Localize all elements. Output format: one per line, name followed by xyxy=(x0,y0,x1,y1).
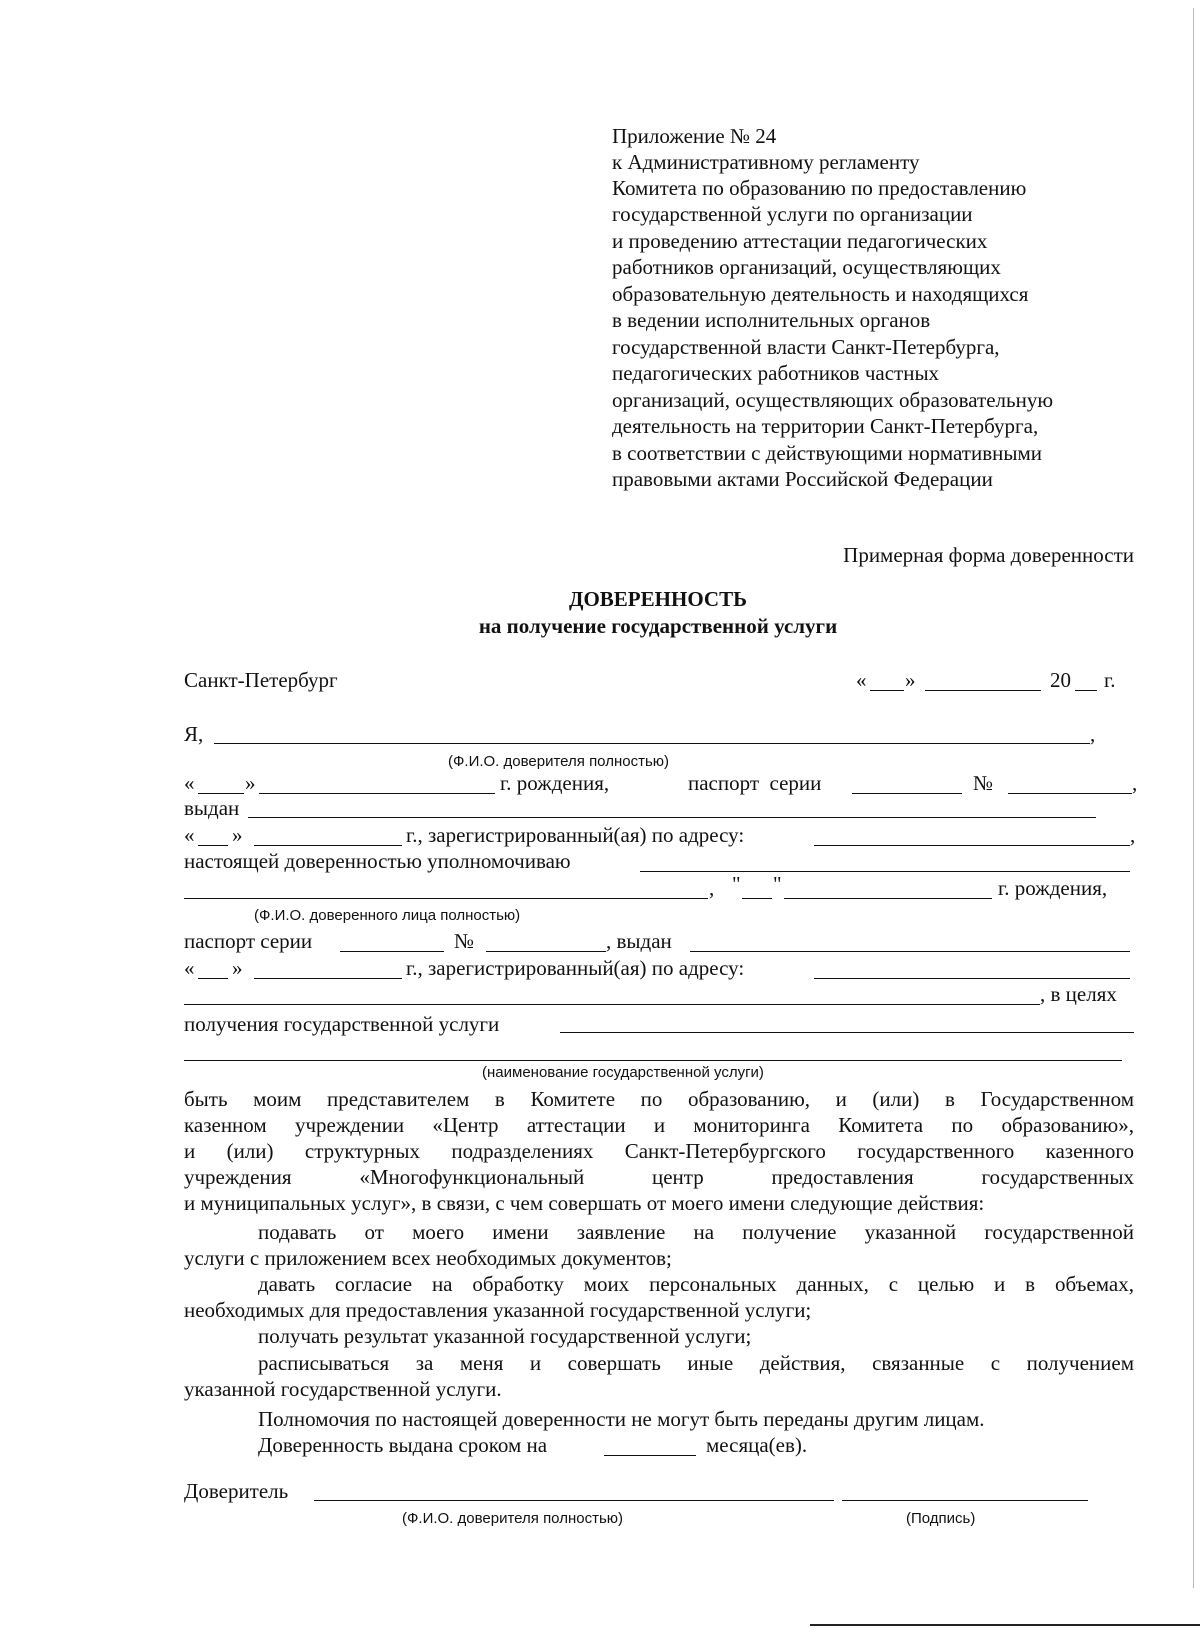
scan-edge-line xyxy=(1193,8,1194,1588)
in-order-label: , в целях xyxy=(1040,982,1117,1006)
appendix-line: работников организаций, осуществляющих xyxy=(612,255,1001,279)
agent-issue-month-year-field[interactable] xyxy=(254,978,402,979)
birth-label: г. рождения, xyxy=(500,771,610,795)
appendix-line: Приложение № 24 xyxy=(612,124,777,148)
registered-label: г., зарегистрированный(ая) по адресу: xyxy=(406,823,745,847)
agent-name-field-1[interactable] xyxy=(640,871,1130,872)
issue-month-year-field[interactable] xyxy=(254,845,402,846)
appendix-line: государственной услуги по организации xyxy=(612,202,973,226)
signature-fio-hint: (Ф.И.О. доверителя полностью) xyxy=(402,1510,624,1527)
signature-fio-field[interactable] xyxy=(314,1500,834,1501)
comma: , xyxy=(1132,771,1138,795)
agent-passport-number-field[interactable] xyxy=(486,951,606,952)
document-subtitle: на получение государственной услуги xyxy=(478,614,838,638)
body-line: казенном учреждении «Центр аттестации и мониторинга Комитета по образованию», xyxy=(184,1113,1134,1137)
birth-quote-close: » xyxy=(245,771,256,795)
date-year-blank[interactable] xyxy=(1075,690,1097,691)
signature-sign-hint: (Подпись) xyxy=(906,1510,976,1527)
form-note: Примерная форма доверенности xyxy=(843,543,1134,567)
date-day-blank[interactable] xyxy=(870,690,904,691)
signature-label: Доверитель xyxy=(184,1479,289,1503)
authorize-label: настоящей доверенностью уполномочиваю xyxy=(184,849,571,873)
agent-birth-month-year-field[interactable] xyxy=(784,898,992,899)
appendix-line: педагогических работников частных xyxy=(612,361,940,385)
date-year: 20 xyxy=(1050,668,1071,692)
appendix-line: в ведении исполнительных органов xyxy=(612,308,931,332)
passport-series-field[interactable] xyxy=(852,793,962,794)
agent-issued-label: , выдан xyxy=(606,929,672,953)
date-quote-open: « xyxy=(856,668,867,692)
term-suffix: месяца(ев). xyxy=(706,1433,808,1457)
issued-by-field[interactable] xyxy=(248,817,1096,818)
agent-birth-quote-open: " xyxy=(732,872,741,896)
issued-label: выдан xyxy=(184,796,240,820)
appendix-line: государственной власти Санкт-Петербурга, xyxy=(612,335,1000,359)
body-line: Полномочия по настоящей доверенности не могут быть переданы другим лицам. xyxy=(258,1407,985,1431)
body-line: подавать от моего имени заявление на получение указанной государственной xyxy=(258,1220,1134,1244)
birth-day-field[interactable] xyxy=(198,793,244,794)
agent-issue-quote-open: « xyxy=(184,956,195,980)
service-name-hint: (наименование государственной услуги) xyxy=(482,1064,764,1081)
agent-passport-series-label: паспорт серии xyxy=(184,929,313,953)
issue-quote-close: » xyxy=(232,823,243,847)
fio-agent-hint: (Ф.И.О. доверенного лица полностью) xyxy=(254,907,521,924)
ya-comma: , xyxy=(1090,722,1096,746)
date-month-blank[interactable] xyxy=(925,690,1041,691)
passport-series-label: паспорт серии xyxy=(688,771,822,795)
number-sign: № xyxy=(973,771,994,795)
service-name-field-1[interactable] xyxy=(560,1032,1134,1033)
principal-address-field[interactable] xyxy=(814,845,1130,846)
date-quote-close: » xyxy=(905,668,916,692)
appendix-line: в соответствии с действующими нормативными xyxy=(612,441,1043,465)
appendix-line: и проведению аттестации педагогических xyxy=(612,229,988,253)
date-year-suffix: г. xyxy=(1104,668,1116,692)
scan-bottom-line xyxy=(810,1624,1200,1626)
appendix-line: образовательную деятельность и находящихся xyxy=(612,282,1029,306)
agent-issue-day-field[interactable] xyxy=(198,978,228,979)
body-line: и муниципальных услуг», в связи, с чем совершать от моего имени следующие действия: xyxy=(184,1191,985,1215)
fio-principal-hint: (Ф.И.О. доверителя полностью) xyxy=(448,753,670,770)
body-line: необходимых для предоставления указанной государственной услуги; xyxy=(184,1298,812,1322)
body-line: и (или) структурных подразделениях Санкт-Петербургского государственного казенного xyxy=(184,1139,1134,1163)
body-line: расписываться за меня и совершать иные действия, связанные с получением xyxy=(258,1351,1134,1375)
city: Санкт-Петербург xyxy=(184,668,338,692)
agent-registered-label: г., зарегистрированный(ая) по адресу: xyxy=(406,956,745,980)
birth-quote-open: « xyxy=(184,771,195,795)
document-title: ДОВЕРЕННОСТЬ xyxy=(569,587,747,611)
appendix-line: организаций, осуществляющих образовательную xyxy=(612,388,1054,412)
issue-quote-open: « xyxy=(184,823,195,847)
appendix-line: правовыми актами Российской Федерации xyxy=(612,467,993,491)
obtaining-label: получения государственной услуги xyxy=(184,1012,500,1036)
birth-month-year-field[interactable] xyxy=(259,793,495,794)
comma: , xyxy=(1130,823,1136,847)
agent-birth-label: г. рождения, xyxy=(998,876,1108,900)
comma: , xyxy=(709,876,715,900)
term-months-field[interactable] xyxy=(604,1455,696,1456)
signature-sign-field[interactable] xyxy=(842,1500,1088,1501)
agent-address-field-2[interactable] xyxy=(184,1004,1040,1005)
appendix-line: к Административному регламенту xyxy=(612,150,920,174)
body-line: услуги с приложением всех необходимых документов; xyxy=(184,1246,672,1270)
term-prefix: Доверенность выдана сроком на xyxy=(258,1433,548,1457)
agent-issued-by-field[interactable] xyxy=(690,951,1130,952)
passport-number-field[interactable] xyxy=(1008,793,1132,794)
body-line: давать согласие на обработку моих персональных данных, с целью и в объемах, xyxy=(258,1272,1134,1296)
principal-name-field[interactable] xyxy=(214,743,1090,744)
agent-birth-day-field[interactable] xyxy=(742,898,772,899)
agent-number-sign: № xyxy=(454,929,475,953)
agent-address-field-1[interactable] xyxy=(814,978,1130,979)
agent-name-field-2[interactable] xyxy=(184,898,708,899)
agent-passport-series-field[interactable] xyxy=(340,951,444,952)
appendix-line: Комитета по образованию по предоставлению xyxy=(612,176,1027,200)
appendix-line: деятельность на территории Санкт-Петербурга, xyxy=(612,414,1039,438)
body-line: указанной государственной услуги. xyxy=(184,1377,502,1401)
agent-birth-quote-close: " xyxy=(773,872,782,896)
body-line: получать результат указанной государственной услуги; xyxy=(258,1324,752,1348)
agent-issue-quote-close: » xyxy=(232,956,243,980)
issue-day-field[interactable] xyxy=(198,845,228,846)
body-line: быть моим представителем в Комитете по образованию, и (или) в Государственном xyxy=(184,1087,1134,1111)
body-line: учреждения «Многофункциональный центр предоставления государственных xyxy=(184,1165,1134,1189)
ya-label: Я, xyxy=(184,722,204,746)
